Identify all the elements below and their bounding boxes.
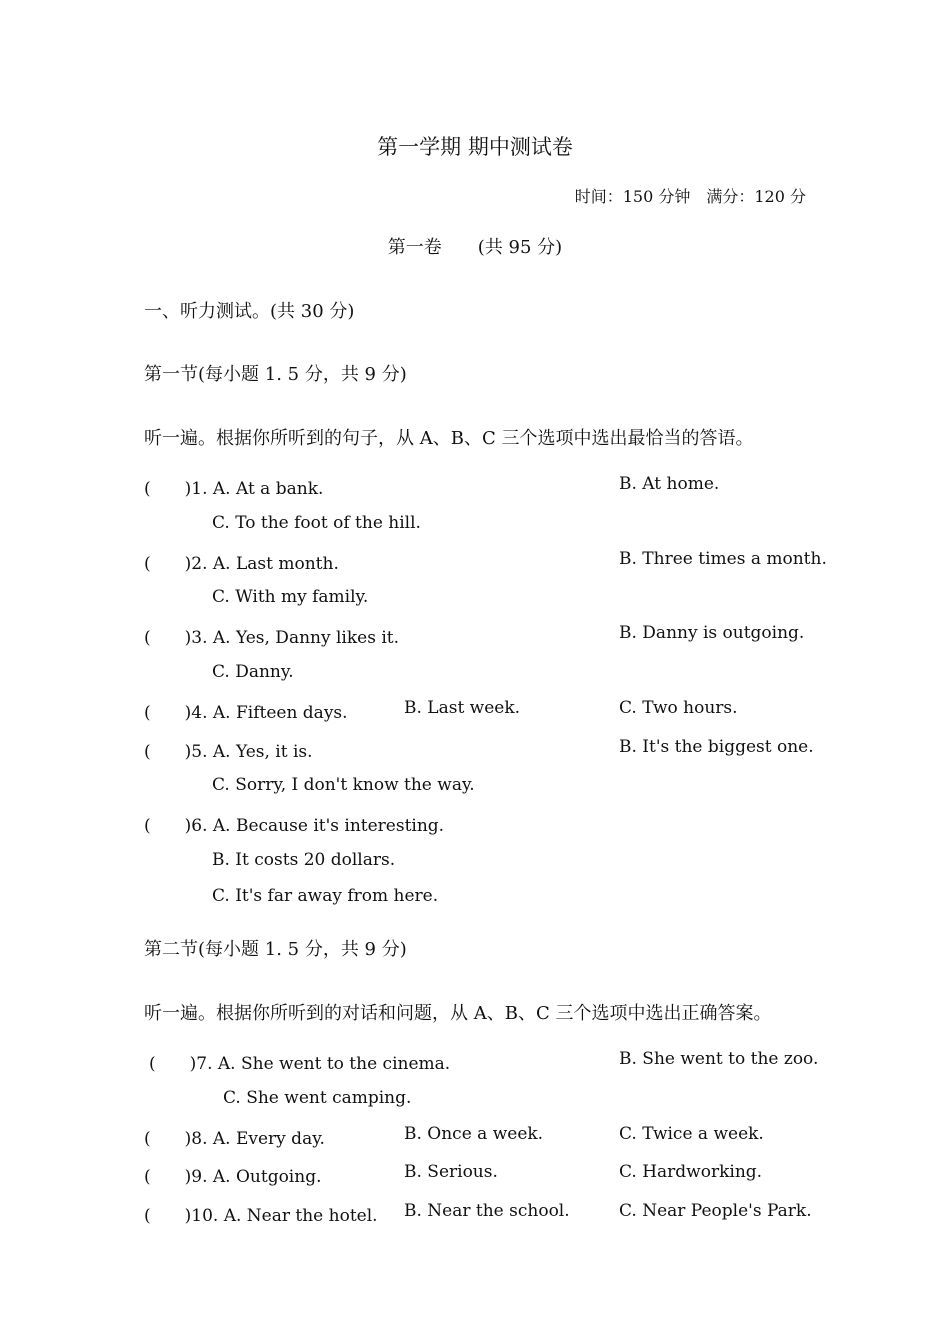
question-7-option-c: C. She went camping. (223, 1088, 412, 1108)
question-6-option-c: C. It's far away from here. (212, 886, 439, 906)
question-9-option-b: B. Serious. (404, 1162, 498, 1182)
question-9-option-c: C. Hardworking. (619, 1162, 763, 1182)
question-2: ( )2. A. Last month. (144, 554, 339, 574)
question-10-option-c: C. Near People's Park. (619, 1201, 812, 1221)
section-heading: 一、听力测试。(共 30 分) (144, 301, 355, 322)
subsection-heading-2: 第二节(每小题 1. 5 分，共 9 分) (144, 939, 407, 960)
question-7-option-b: B. She went to the zoo. (619, 1049, 819, 1069)
subsection-heading-1: 第一节(每小题 1. 5 分，共 9 分) (144, 364, 407, 385)
question-9: ( )9. A. Outgoing. (144, 1167, 322, 1187)
question-10: ( )10. A. Near the hotel. (144, 1206, 378, 1226)
page-title: 第一学期 期中测试卷 (377, 135, 573, 159)
question-4-option-b: B. Last week. (404, 698, 521, 718)
question-2-option-b: B. Three times a month. (619, 549, 827, 569)
question-10-option-b: B. Near the school. (404, 1201, 570, 1221)
part-heading: 第一卷 (共 95 分) (387, 237, 563, 258)
instruction-2: 听一遍。根据你所听到的对话和问题，从 A、B、C 三个选项中选出正确答案。 (144, 1003, 772, 1024)
question-8-option-b: B. Once a week. (404, 1124, 544, 1144)
question-5-option-c: C. Sorry, I don't know the way. (212, 775, 475, 795)
question-3-option-b: B. Danny is outgoing. (619, 623, 805, 643)
question-4: ( )4. A. Fifteen days. (144, 703, 348, 723)
question-5-option-b: B. It's the biggest one. (619, 737, 814, 757)
question-1: ( )1. A. At a bank. (144, 479, 324, 499)
question-5: ( )5. A. Yes, it is. (144, 742, 313, 762)
question-8-option-c: C. Twice a week. (619, 1124, 764, 1144)
question-1-option-c: C. To the foot of the hill. (212, 513, 421, 533)
question-8: ( )8. A. Every day. (144, 1129, 325, 1149)
instruction-1: 听一遍。根据你所听到的句子，从 A、B、C 三个选项中选出最恰当的答语。 (144, 428, 754, 449)
question-3-option-c: C. Danny. (212, 662, 294, 682)
exam-meta: 时间：150 分钟 满分：120 分 (574, 187, 806, 206)
question-7: ( )7. A. She went to the cinema. (149, 1054, 451, 1074)
question-6: ( )6. A. Because it's interesting. (144, 816, 445, 836)
question-1-option-b: B. At home. (619, 474, 720, 494)
question-2-option-c: C. With my family. (212, 587, 369, 607)
question-6-option-b: B. It costs 20 dollars. (212, 850, 396, 870)
question-4-option-c: C. Two hours. (619, 698, 738, 718)
question-3: ( )3. A. Yes, Danny likes it. (144, 628, 400, 648)
